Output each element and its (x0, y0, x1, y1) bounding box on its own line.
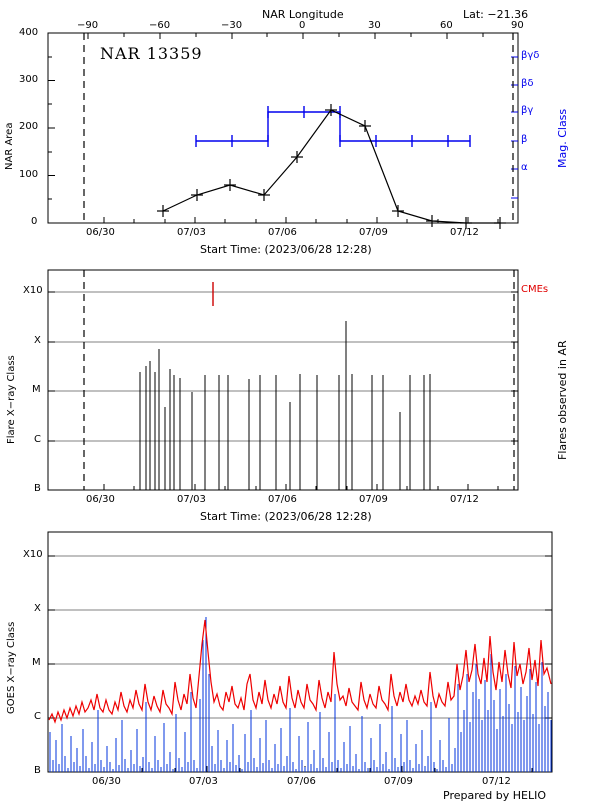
panel1-right-ylabel: Mag. Class (556, 108, 569, 168)
panel1-xtick: 07/12 (450, 227, 479, 238)
panel3-xtick: 07/09 (384, 776, 413, 787)
panel1-xtick: 06/30 (86, 227, 115, 238)
panel2-ylabel: Flare X−ray Class (6, 355, 17, 444)
cme-label: CMEs (521, 284, 549, 295)
panel1-mag-tick: β (521, 134, 528, 145)
panel1-mag-tick: βγδ (521, 50, 540, 61)
panel2-xtick: 06/30 (86, 494, 115, 505)
panel2-ytick: B (34, 483, 41, 494)
panel2-xlabel: Start Time: (2023/06/28 12:28) (200, 510, 372, 523)
panel3-xtick: 07/12 (482, 776, 511, 787)
top-tick-label: −90 (77, 20, 99, 31)
panel2-ytick: X (34, 335, 41, 346)
panel2-ytick: C (34, 434, 41, 445)
top-tick-label: −30 (221, 20, 243, 31)
panel2-xtick: 07/06 (268, 494, 297, 505)
panel3-ytick: X (34, 603, 41, 614)
panel1-xtick: 07/03 (177, 227, 206, 238)
panel3-xtick: 07/06 (287, 776, 316, 787)
panel1-mag-tick: βδ (521, 78, 534, 89)
panel-nar-area (0, 0, 600, 260)
panel3-xtick: 07/03 (189, 776, 218, 787)
panel1-ytick: 300 (19, 74, 39, 85)
panel3-ylabel: GOES X−ray Class (6, 621, 17, 714)
top-tick-label: 0 (299, 20, 306, 31)
panel2-right-ylabel: Flares observed in AR (556, 340, 569, 460)
panel2-xtick: 07/03 (177, 494, 206, 505)
chart-title: NAR 13359 (100, 44, 203, 63)
panel2-xtick: 07/09 (359, 494, 388, 505)
panel3-ytick: X10 (23, 549, 43, 560)
top-axis-label: NAR Longitude (262, 8, 344, 21)
top-tick-label: 30 (368, 20, 381, 31)
panel1-ytick: 0 (31, 216, 38, 227)
panel3-ytick: M (32, 657, 41, 668)
panel2-ytick: M (32, 384, 41, 395)
panel1-xtick: 07/09 (359, 227, 388, 238)
panel3-xtick: 06/30 (92, 776, 121, 787)
panel1-ytick: 200 (19, 121, 39, 132)
panel2-svg (0, 262, 600, 524)
panel1-ytick: 100 (19, 169, 39, 180)
panel1-mag-tick: βγ (521, 105, 534, 116)
panel3-ytick: B (34, 765, 41, 776)
top-tick-label: 60 (440, 20, 453, 31)
top-tick-label: 90 (511, 20, 524, 31)
panel3-ytick: C (34, 711, 41, 722)
panel1-xtick: 07/06 (268, 227, 297, 238)
panel3-svg (0, 524, 600, 800)
panel1-ytick: 400 (19, 27, 39, 38)
panel-goes-xray (0, 524, 600, 800)
panel2-ytick: X10 (23, 285, 43, 296)
top-tick-label: −60 (149, 20, 171, 31)
figure-footer: Prepared by HELIO (443, 789, 546, 802)
panel1-svg (0, 0, 600, 260)
panel1-xlabel: Start Time: (2023/06/28 12:28) (200, 243, 372, 256)
panel1-ylabel: NAR Area (4, 122, 15, 170)
panel-flare-class (0, 262, 600, 524)
panel2-xtick: 07/12 (450, 494, 479, 505)
panel1-mag-tick: α (521, 162, 528, 173)
latitude-annotation: Lat: −21.36 (463, 8, 529, 21)
